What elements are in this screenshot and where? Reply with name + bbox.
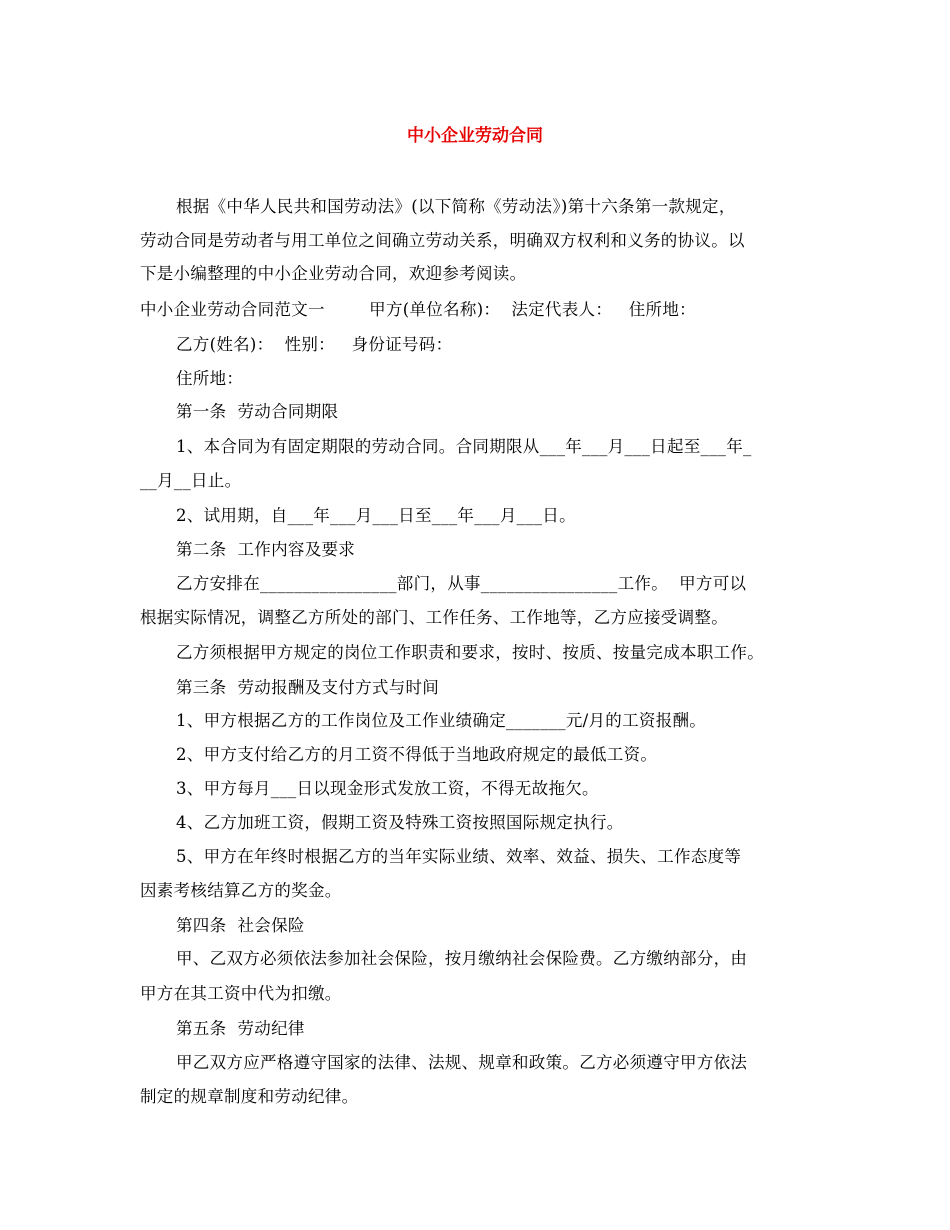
document-line: 第四条 社会保险 [176,916,305,935]
document-line: 甲乙双方应严格遵守国家的法律、法规、规章和政策。乙方必须遵守甲方依法 [176,1053,748,1072]
document-line: 3、甲方每月___日以现金形式发放工资，不得无故拖欠。 [176,779,599,798]
document-line: 住所地： [176,369,244,388]
document-line: 4、乙方加班工资，假期工资及特殊工资按照国际规定执行。 [176,813,624,832]
document-line: 1、甲方根据乙方的工作岗位及工作业绩确定_______元/月的工资报酬。 [176,711,707,730]
document-line: 2、试用期，自___年___月___日至___年___月___日。 [176,506,576,525]
document-line: 第二条 工作内容及要求 [176,540,356,559]
document-line: 因素考核结算乙方的奖金。 [140,881,342,900]
document-line: 根据实际情况，调整乙方所处的部门、工作任务、工作地等，乙方应接受调整。 [140,608,728,627]
document-line: 劳动合同是劳动者与用工单位之间确立劳动关系，明确双方权利和义务的协议。以 [140,231,745,250]
document-line: 第一条 劳动合同期限 [176,402,339,421]
document-line: 2、甲方支付给乙方的月工资不得低于当地政府规定的最低工资。 [176,745,658,764]
document-title: 中小企业劳动合同 [407,126,543,146]
document-line: 中小企业劳动合同范文一 甲方(单位名称)： 法定代表人： 住所地： [140,300,696,319]
document-line: 乙方(姓名)： 性别： 身份证号码： [176,335,453,354]
document-line: 甲方在其工资中代为扣缴。 [140,984,342,1003]
document-line: 制定的规章制度和劳动纪律。 [140,1087,359,1106]
document-line: 5、甲方在年终时根据乙方的当年实际业绩、效率、效益、损失、工作态度等 [176,847,742,866]
document-line: __月__日止。 [140,471,242,490]
document-line: 甲、乙双方必须依法参加社会保险，按月缴纳社会保险费。乙方缴纳部分，由 [176,949,748,968]
document-line: 第三条 劳动报酬及支付方式与时间 [176,678,440,697]
document-line: 第五条 劳动纪律 [176,1019,305,1038]
document-line: 下是小编整理的中小企业劳动合同，欢迎参考阅读。 [140,264,527,283]
document-line: 乙方安排在________________部门，从事________________工作。 甲方可以 [176,574,747,593]
document-line: 根据《中华人民共和国劳动法》(以下简称《劳动法》)第十六条第一款规定， [176,197,736,216]
document-line: 乙方须根据甲方规定的岗位工作职责和要求，按时、按质、按量完成本职工作。 [176,643,764,662]
document-line: 1、本合同为有固定期限的劳动合同。合同期限从___年___月___日起至___年_ [176,437,752,456]
